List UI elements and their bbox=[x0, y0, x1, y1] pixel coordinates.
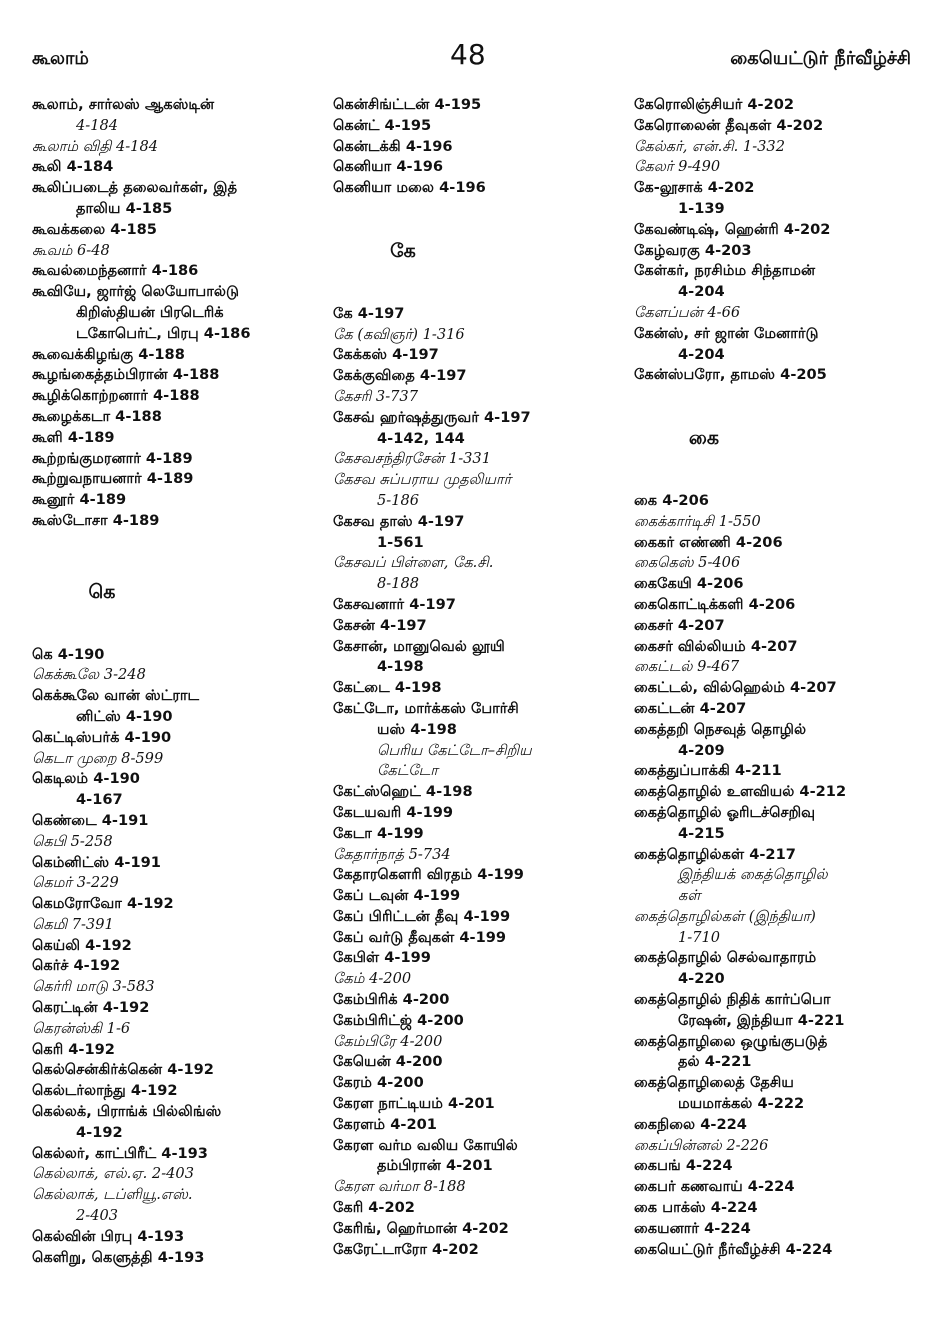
index-entry-continuation: 4-209 bbox=[678, 741, 725, 759]
index-entry: கூலி 4-184 bbox=[32, 158, 114, 176]
index-entry: கைபங் 4-224 bbox=[634, 1157, 733, 1175]
index-entry: கூனூர் 4-189 bbox=[32, 491, 127, 509]
index-entry: கேசவ தாஸ் 4-197 bbox=[333, 512, 465, 530]
index-entry: கேதார்நாத் 5-734 bbox=[333, 845, 451, 863]
index-entry: கேசவனார் 4-197 bbox=[333, 595, 456, 613]
index-entry: கேசரி 3-737 bbox=[333, 387, 418, 405]
index-entry: கைத்தொழிலைத் தேசிய bbox=[634, 1074, 794, 1092]
index-entry: கெல்லாக், டப்ளியூ.எஸ். bbox=[32, 1186, 193, 1204]
index-entry: கேரள நாட்டியம் 4-201 bbox=[333, 1095, 495, 1113]
index-entry-continuation: தாலிய 4-185 bbox=[76, 199, 173, 217]
index-entry: கூற்றங்குமரனார் 4-189 bbox=[32, 449, 193, 467]
index-entry: கெமி 7-391 bbox=[32, 915, 114, 933]
index-entry: கைசர் 4-207 bbox=[634, 616, 725, 634]
index-entry: கேப் வர்டு தீவுகள் 4-199 bbox=[333, 928, 507, 946]
index-entry: கைபர் கணவாய் 4-224 bbox=[634, 1178, 795, 1196]
index-entry: கைத்தொழிலை ஒழுங்குபடுத் bbox=[634, 1032, 828, 1050]
index-entry: கேரி 4-202 bbox=[333, 1199, 415, 1217]
index-entry: கேக்கஸ் 4-197 bbox=[333, 346, 439, 364]
index-entry: கென்ட் 4-195 bbox=[333, 116, 432, 134]
index-entry: கைட்டல் 9-467 bbox=[634, 658, 740, 676]
index-entry-continuation: னிட்ஸ் 4-190 bbox=[76, 707, 173, 725]
index-entry-continuation: மயமாக்கல் 4-222 bbox=[678, 1095, 805, 1113]
page-header bbox=[18, 38, 921, 78]
index-entry-continuation: டகோபெர்ட், பிரபு 4-186 bbox=[76, 324, 251, 342]
index-entry: கேயென் 4-200 bbox=[333, 1053, 443, 1071]
index-entry: கைகர் எண்ணி 4-206 bbox=[634, 533, 783, 551]
index-entry-continuation: 4-220 bbox=[678, 970, 725, 988]
index-column-1 bbox=[32, 95, 322, 1268]
section-heading: கே bbox=[390, 239, 416, 262]
index-entry: கெல்லர், காட்பிரீட் 4-193 bbox=[32, 1144, 208, 1162]
index-entry: கேப் டவுன் 4-199 bbox=[333, 887, 461, 905]
section-gap bbox=[634, 449, 924, 491]
index-entry: கையனார் 4-224 bbox=[634, 1219, 751, 1237]
index-entry: கைத்தொழில்கள் (இந்தியா) bbox=[634, 907, 816, 925]
index-entry: கை 4-206 bbox=[634, 491, 709, 509]
index-entry: கேரேட்டாரோ 4-202 bbox=[333, 1240, 479, 1258]
index-entry-continuation: 4-142, 144 bbox=[377, 429, 465, 447]
index-entry-continuation: 1-561 bbox=[377, 533, 424, 551]
index-entry: கைகெஸ் 5-406 bbox=[634, 554, 741, 572]
index-entry-continuation: 5-186 bbox=[377, 491, 420, 509]
index-entry: கைகொட்டிக்களி 4-206 bbox=[634, 595, 796, 613]
index-entry: கேப் பிரிட்டன் தீவு 4-199 bbox=[333, 907, 511, 925]
index-entry: கெளிறு, கெளுத்தி 4-193 bbox=[32, 1248, 205, 1266]
index-entry: கூழைக்கடா 4-188 bbox=[32, 407, 162, 425]
section-gap bbox=[32, 603, 322, 645]
index-entry-continuation: 2-403 bbox=[76, 1207, 119, 1225]
index-entry: கெட்டிஸ்பர்க் 4-190 bbox=[32, 728, 172, 746]
index-entry: கேரொலிஞ்சியர் 4-202 bbox=[634, 96, 795, 113]
index-entry: கூற்றுவநாயனார் 4-189 bbox=[32, 470, 194, 488]
index-entry: கேசவசந்திரசேன் 1-331 bbox=[333, 450, 491, 468]
section-heading: கை bbox=[688, 427, 720, 450]
index-entry: கென்சிங்ட்டன் 4-195 bbox=[333, 96, 482, 113]
index-entry: கெமர் 3-229 bbox=[32, 874, 119, 892]
index-entry: கேரள வர்ம வலிய கோயில் bbox=[333, 1136, 518, 1154]
index-entry: கேரள வர்மா 8-188 bbox=[333, 1178, 466, 1196]
index-entry: கைத்தொழில் நிதிக் கார்ப்பொ bbox=[634, 991, 831, 1009]
index-column-3 bbox=[634, 95, 924, 1260]
index-entry-continuation: 4-192 bbox=[76, 1123, 123, 1141]
section-gap bbox=[32, 532, 322, 582]
index-entry-continuation: 4-184 bbox=[76, 116, 119, 134]
index-entry: கூவக்கலை 4-185 bbox=[32, 220, 157, 238]
index-entry: கெடிலம் 4-190 bbox=[32, 770, 140, 788]
index-entry-continuation: 4-198 bbox=[377, 658, 424, 676]
index-entry: கேசன் 4-197 bbox=[333, 616, 427, 634]
running-head-left: கூலாம் bbox=[32, 48, 89, 69]
index-entry: கைகேயி 4-206 bbox=[634, 575, 744, 593]
index-entry: கெ 4-190 bbox=[32, 645, 105, 663]
index-entry: கேழ்வரகு 4-203 bbox=[634, 241, 752, 259]
index-entry-continuation: தல் 4-221 bbox=[678, 1053, 752, 1071]
index-entry: கெனியா மலை 4-196 bbox=[333, 179, 486, 197]
index-entry: கூவல்மைந்தனார் 4-186 bbox=[32, 262, 199, 280]
section-heading: கெ bbox=[88, 580, 116, 603]
index-entry: கேம்பிரிட்ஜ் 4-200 bbox=[333, 1011, 464, 1029]
index-entry-continuation: 4-204 bbox=[678, 283, 725, 301]
index-entry: கேவண்டிஷ், ஹென்ரி 4-202 bbox=[634, 220, 831, 238]
section-gap bbox=[333, 262, 623, 304]
index-entry: கெண்டை 4-191 bbox=[32, 811, 149, 829]
index-entry: கேதாரகௌரி விரதம் 4-199 bbox=[333, 866, 524, 884]
index-entry: கேளப்பன் 4-66 bbox=[634, 303, 741, 321]
index-entry: கூலிப்படைத் தலைவர்கள், இத் bbox=[32, 179, 238, 197]
index-entry: கெம்னிட்ஸ் 4-191 bbox=[32, 853, 161, 871]
index-entry: கூஸ்டோசா 4-189 bbox=[32, 511, 160, 529]
index-entry: கூழங்கைத்தம்பிரான் 4-188 bbox=[32, 366, 220, 384]
index-entry: கைட்டல், வில்ஹெல்ம் 4-207 bbox=[634, 679, 837, 697]
section-gap bbox=[634, 386, 924, 428]
index-entry: கெல்டர்லாந்து 4-192 bbox=[32, 1082, 178, 1100]
index-entry: கைக்கார்டிசி 1-550 bbox=[634, 512, 761, 530]
index-entry: கேசவ சுப்பராய முதலியார் bbox=[333, 471, 512, 489]
page-number: 48 bbox=[450, 38, 486, 71]
index-entry: கேம்பிரே 4-200 bbox=[333, 1032, 443, 1050]
index-entry: கூவியே, ஜார்ஜ் லெயோபால்டு bbox=[32, 283, 240, 301]
index-entry: கெர்ச் 4-192 bbox=[32, 957, 121, 975]
index-entry: கூலாம், சார்லஸ் ஆகஸ்டின் bbox=[32, 96, 215, 113]
index-entry: கேசான், மானுவெல் லூயி bbox=[333, 637, 505, 655]
index-entry: கெபி 5-258 bbox=[32, 832, 113, 850]
index-entry-continuation: கேட்டோ bbox=[377, 762, 438, 780]
index-entry: கேட்டை 4-198 bbox=[333, 679, 442, 697]
index-entry: கெமரோவோ 4-192 bbox=[32, 895, 174, 913]
index-entry: கேரம் 4-200 bbox=[333, 1074, 424, 1092]
index-entry: கே (கவிஞர்) 1-316 bbox=[333, 325, 465, 343]
index-entry: கேட்டோ, மார்க்கஸ் போர்சி bbox=[333, 699, 519, 717]
index-entry: கெரன்ஸ்கி 1-6 bbox=[32, 1019, 131, 1037]
index-entry: கேம்பிரிக் 4-200 bbox=[333, 991, 450, 1009]
index-entry: கூலாம் விதி 4-184 bbox=[32, 137, 159, 155]
index-entry-continuation: 1-139 bbox=[678, 199, 725, 217]
index-entry: கெக்கூலே வான் ஸ்ட்ராட bbox=[32, 687, 200, 705]
index-entry: கெடா முறை 8-599 bbox=[32, 749, 164, 767]
index-entry: கூழிக்கொற்றனார் 4-188 bbox=[32, 387, 200, 405]
index-entry-continuation: 4-167 bbox=[76, 791, 123, 809]
index-entry-continuation: 8-188 bbox=[377, 575, 420, 593]
index-entry: கெர்ரி மாடு 3-583 bbox=[32, 978, 155, 996]
index-entry: கேட்ஸ்ஹெட் 4-198 bbox=[333, 783, 473, 801]
index-entry: கேன்ஸ்பரோ, தாமஸ் 4-205 bbox=[634, 366, 827, 384]
index-entry: கெரட்டின் 4-192 bbox=[32, 999, 150, 1017]
index-entry: கெல்சென்கிர்க்கென் 4-192 bbox=[32, 1061, 214, 1079]
index-entry: கூளி 4-189 bbox=[32, 428, 115, 446]
index-entry: கைத்தொழில் செல்வாதாரம் bbox=[634, 949, 817, 967]
index-entry: கைத்தொழில் ஓரிடச்செறிவு bbox=[634, 803, 816, 821]
index-entry: கெனியா 4-196 bbox=[333, 158, 444, 176]
index-entry-continuation: கள் bbox=[678, 887, 701, 905]
index-entry: கைசர் வில்லியம் 4-207 bbox=[634, 637, 798, 655]
index-entry: கேடா 4-199 bbox=[333, 824, 424, 842]
index-entry: கைட்டன் 4-207 bbox=[634, 699, 747, 717]
index-entry: கேள்கர், நரசிம்ம சிந்தாமன் bbox=[634, 262, 816, 280]
index-entry-continuation: பெரிய கேட்டோ–சிறிய bbox=[377, 741, 532, 759]
index-entry-continuation: இந்தியக் கைத்தொழில் bbox=[678, 866, 828, 884]
index-entry: கையெட்டுர் நீர்வீழ்ச்சி 4-224 bbox=[634, 1240, 833, 1258]
index-entry-continuation: தம்பிரான் 4-201 bbox=[377, 1157, 493, 1175]
index-column-2 bbox=[333, 95, 623, 1260]
index-entry: கெல்வின் பிரபு 4-193 bbox=[32, 1227, 185, 1245]
index-entry-continuation: கிறிஸ்தியன் பிரடெரிக் bbox=[76, 303, 224, 321]
index-entry: கேக்குவிதை 4-197 bbox=[333, 367, 467, 385]
index-entry: கெய்லி 4-192 bbox=[32, 936, 132, 954]
index-entry-continuation: யஸ் 4-198 bbox=[377, 720, 457, 738]
section-gap bbox=[333, 199, 623, 241]
index-entry: கே-லூசாக் 4-202 bbox=[634, 179, 755, 197]
index-entry-continuation: 4-204 bbox=[678, 345, 725, 363]
index-entry: கேபிள் 4-199 bbox=[333, 949, 431, 967]
index-entry: கேசவப் பிள்ளை, கே.சி. bbox=[333, 554, 494, 572]
index-entry: கேடயவரி 4-199 bbox=[333, 803, 454, 821]
index-entry: கை பாக்ஸ் 4-224 bbox=[634, 1199, 758, 1217]
index-entry: கெக்கூலே 3-248 bbox=[32, 666, 146, 684]
index-entry-continuation: ரேஷன், இந்தியா 4-221 bbox=[678, 1011, 845, 1029]
index-entry: கெல்லாக், எல்.ஏ. 2-403 bbox=[32, 1165, 195, 1183]
index-entry: கெல்லக், பிராங்க் பில்லிங்ஸ் bbox=[32, 1103, 222, 1121]
index-entry: கைத்தொழில்கள் 4-217 bbox=[634, 845, 796, 863]
index-entry: கேசவ் ஹர்ஷத்துருவர் 4-197 bbox=[333, 408, 531, 426]
index-entry: கேம் 4-200 bbox=[333, 970, 412, 988]
index-entry: கைப்பின்னல் 2-226 bbox=[634, 1136, 769, 1154]
index-entry: கென்டக்கி 4-196 bbox=[333, 137, 453, 155]
index-entry: கேன்ஸ், சர் ஜான் மேனார்டு bbox=[634, 324, 819, 342]
index-entry: கைத்துப்பாக்கி 4-211 bbox=[634, 762, 782, 780]
index-entry: கேலர் 9-490 bbox=[634, 158, 721, 176]
index-entry: கைத்தொழில் உளவியல் 4-212 bbox=[634, 783, 847, 801]
index-entry: கெரி 4-192 bbox=[32, 1040, 115, 1058]
index-entry: கேல்கர், என்.சி. 1-332 bbox=[634, 137, 786, 155]
running-head-right: கையெட்டுர் நீர்வீழ்ச்சி bbox=[730, 48, 911, 69]
index-entry: கேரிங், ஹெர்மான் 4-202 bbox=[333, 1219, 509, 1237]
index-entry: கூவைக்கிழங்கு 4-188 bbox=[32, 345, 185, 363]
index-entry: கைத்தறி நெசவுத் தொழில் bbox=[634, 720, 807, 738]
index-entry-continuation: 1-710 bbox=[678, 928, 721, 946]
index-entry: கே 4-197 bbox=[333, 304, 405, 322]
index-entry: கூவம் 6-48 bbox=[32, 241, 110, 259]
index-entry: கேரளம் 4-201 bbox=[333, 1115, 437, 1133]
index-entry-continuation: 4-215 bbox=[678, 824, 725, 842]
index-entry: கைநிலை 4-224 bbox=[634, 1115, 747, 1133]
index-entry: கேரொலைன் தீவுகள் 4-202 bbox=[634, 116, 824, 134]
